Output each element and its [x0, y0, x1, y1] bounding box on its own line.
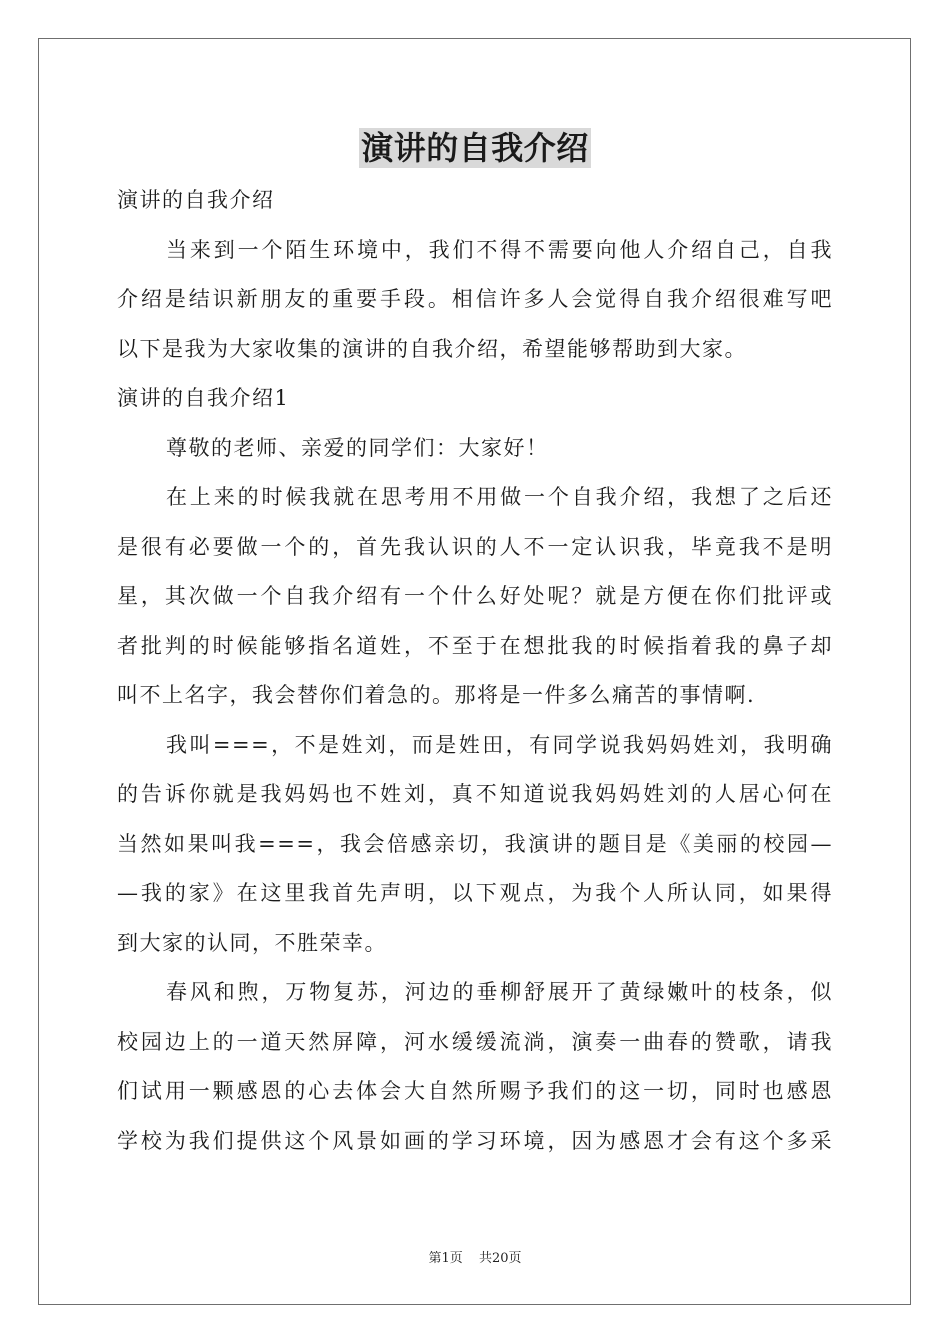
- page-number: 第1页: [428, 1251, 463, 1266]
- text-line: 是很有必要做一个的，首先我认识的人不一定认识我，毕竟我不是明: [117, 534, 833, 559]
- text-line: 以下是我为大家收集的演讲的自我介绍，希望能够帮助到大家。: [117, 336, 747, 361]
- text-line: 校园边上的一道天然屏障，河水缓缓流淌，演奏一曲春的赞歌，请我: [117, 1029, 833, 1054]
- text-line: 的告诉你就是我妈妈也不姓刘，真不知道说我妈妈姓刘的人居心何在: [117, 782, 833, 806]
- page-footer: [0, 1247, 950, 1266]
- text-line: 学校为我们提供这个风景如画的学习环境，因为感恩才会有这个多采: [117, 1128, 833, 1153]
- text-line: 当来到一个陌生环境中，我们不得不需要向他人介绍自己，自我: [166, 237, 833, 262]
- text-line: 叫不上名字，我会替你们着急的。那将是一件多么痛苦的事情啊.: [117, 683, 756, 707]
- text-line: 介绍是结识新朋友的重要手段。相信许多人会觉得自我介绍很难写吧: [117, 287, 833, 311]
- text-line: 者批判的时候能够指名道姓，不至于在想批我的时候指着我的鼻子却: [117, 633, 833, 658]
- title-container: [0, 128, 950, 168]
- text-line: 星，其次做一个自我介绍有一个什么好处呢？就是方便在你们批评或: [117, 584, 833, 608]
- text-line: 到大家的认同，不胜荣幸。: [117, 930, 387, 955]
- text-line: 演讲的自我介绍: [117, 188, 275, 212]
- text-line: —我的家》在这里我首先声明，以下观点，为我个人所认同，如果得: [117, 881, 833, 905]
- page-total: 共20页: [478, 1251, 522, 1266]
- document-title: 演讲的自我介绍: [361, 129, 589, 167]
- text-line: 们试用一颗感恩的心去体会大自然所赐予我们的这一切，同时也感恩: [117, 1079, 833, 1103]
- text-line: 当然如果叫我===，我会倍感亲切，我演讲的题目是《美丽的校园—: [117, 831, 833, 856]
- text-line: 春风和煦，万物复苏，河边的垂柳舒展开了黄绿嫩叶的枝条，似: [166, 980, 833, 1004]
- text-line: 我叫===，不是姓刘，而是姓田，有同学说我妈妈姓刘，我明确: [166, 732, 833, 757]
- text-line: 演讲的自我介绍1: [117, 386, 290, 410]
- document-body: [117, 176, 833, 1166]
- text-line: 在上来的时候我就在思考用不用做一个自我介绍，我想了之后还: [166, 485, 833, 509]
- text-line: 尊敬的老师、亲爱的同学们：大家好！: [166, 435, 549, 460]
